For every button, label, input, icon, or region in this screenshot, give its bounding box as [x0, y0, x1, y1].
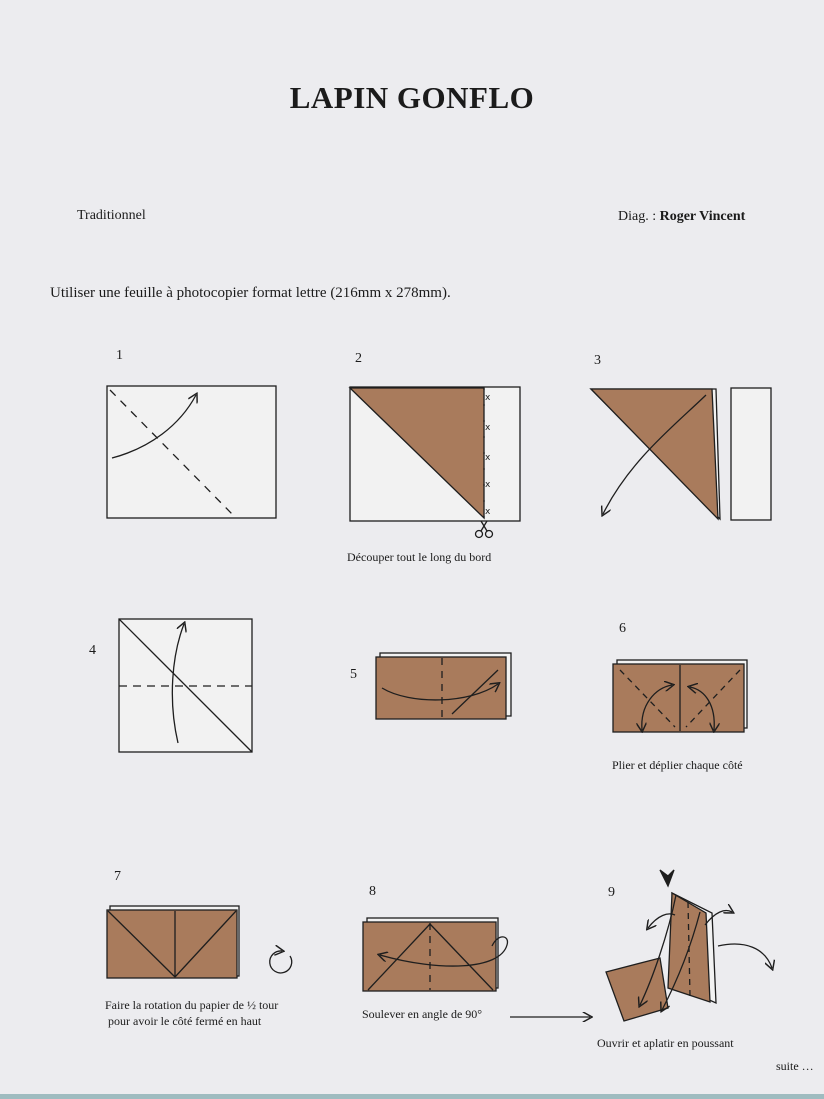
push-point-icon [660, 870, 674, 886]
svg-text:x: x [485, 507, 491, 517]
continued-label: suite … [776, 1059, 814, 1073]
scissors-icon [476, 521, 493, 538]
step-5-figure [376, 653, 511, 719]
paper-square [107, 386, 276, 518]
step-5-number: 5 [350, 667, 357, 682]
step-1-figure [107, 386, 276, 518]
step-2-caption: Découper tout le long du bord [347, 550, 492, 564]
step-7-number: 7 [114, 869, 121, 884]
step-6-figure [613, 660, 747, 732]
credit-label: Diag. : [618, 209, 657, 224]
paper-rectangle [376, 657, 506, 719]
scan-edge [0, 1094, 824, 1099]
step-3-number: 3 [594, 353, 601, 368]
cut-strip [731, 388, 771, 520]
step-7-caption-line1: Faire la rotation du papier de ½ tour [105, 998, 279, 1012]
paper-rectangle [107, 910, 237, 978]
step-9-number: 9 [608, 885, 615, 900]
paper-rectangle [613, 664, 744, 732]
step-3-figure [591, 388, 771, 520]
triangle [591, 389, 718, 519]
step-7-caption-line2: pour avoir le côté fermé en haut [108, 1014, 262, 1028]
svg-text:x: x [485, 480, 491, 490]
step-8-figure [363, 918, 590, 1017]
flatten-arrow [718, 944, 772, 968]
rotate-icon [270, 951, 292, 973]
flat-base [606, 958, 668, 1021]
svg-text:x: x [485, 393, 491, 403]
step-2-figure [350, 387, 520, 538]
paper-instruction: Utiliser une feuille à photocopier format lettre (216mm x 278mm). [50, 285, 451, 301]
page-title: LAPIN GONFLO [289, 80, 535, 115]
origin-label: Traditionnel [77, 208, 146, 223]
svg-text:x: x [485, 423, 491, 433]
step-2-number: 2 [355, 351, 362, 366]
step-6-caption: Plier et déplier chaque côté [612, 758, 743, 772]
step-4-number: 4 [89, 643, 96, 658]
step-8-caption: Soulever en angle de 90° [362, 1007, 483, 1021]
svg-text:x: x [485, 453, 491, 463]
step-6-number: 6 [619, 621, 626, 636]
step-1-number: 1 [116, 348, 123, 363]
step-9-caption: Ouvrir et aplatir en poussant [597, 1036, 734, 1050]
step-8-number: 8 [369, 884, 376, 899]
step-7-figure [107, 906, 292, 978]
step-9-figure [606, 870, 772, 1021]
credit-name: Roger Vincent [659, 209, 746, 224]
step-4-figure [119, 619, 252, 752]
